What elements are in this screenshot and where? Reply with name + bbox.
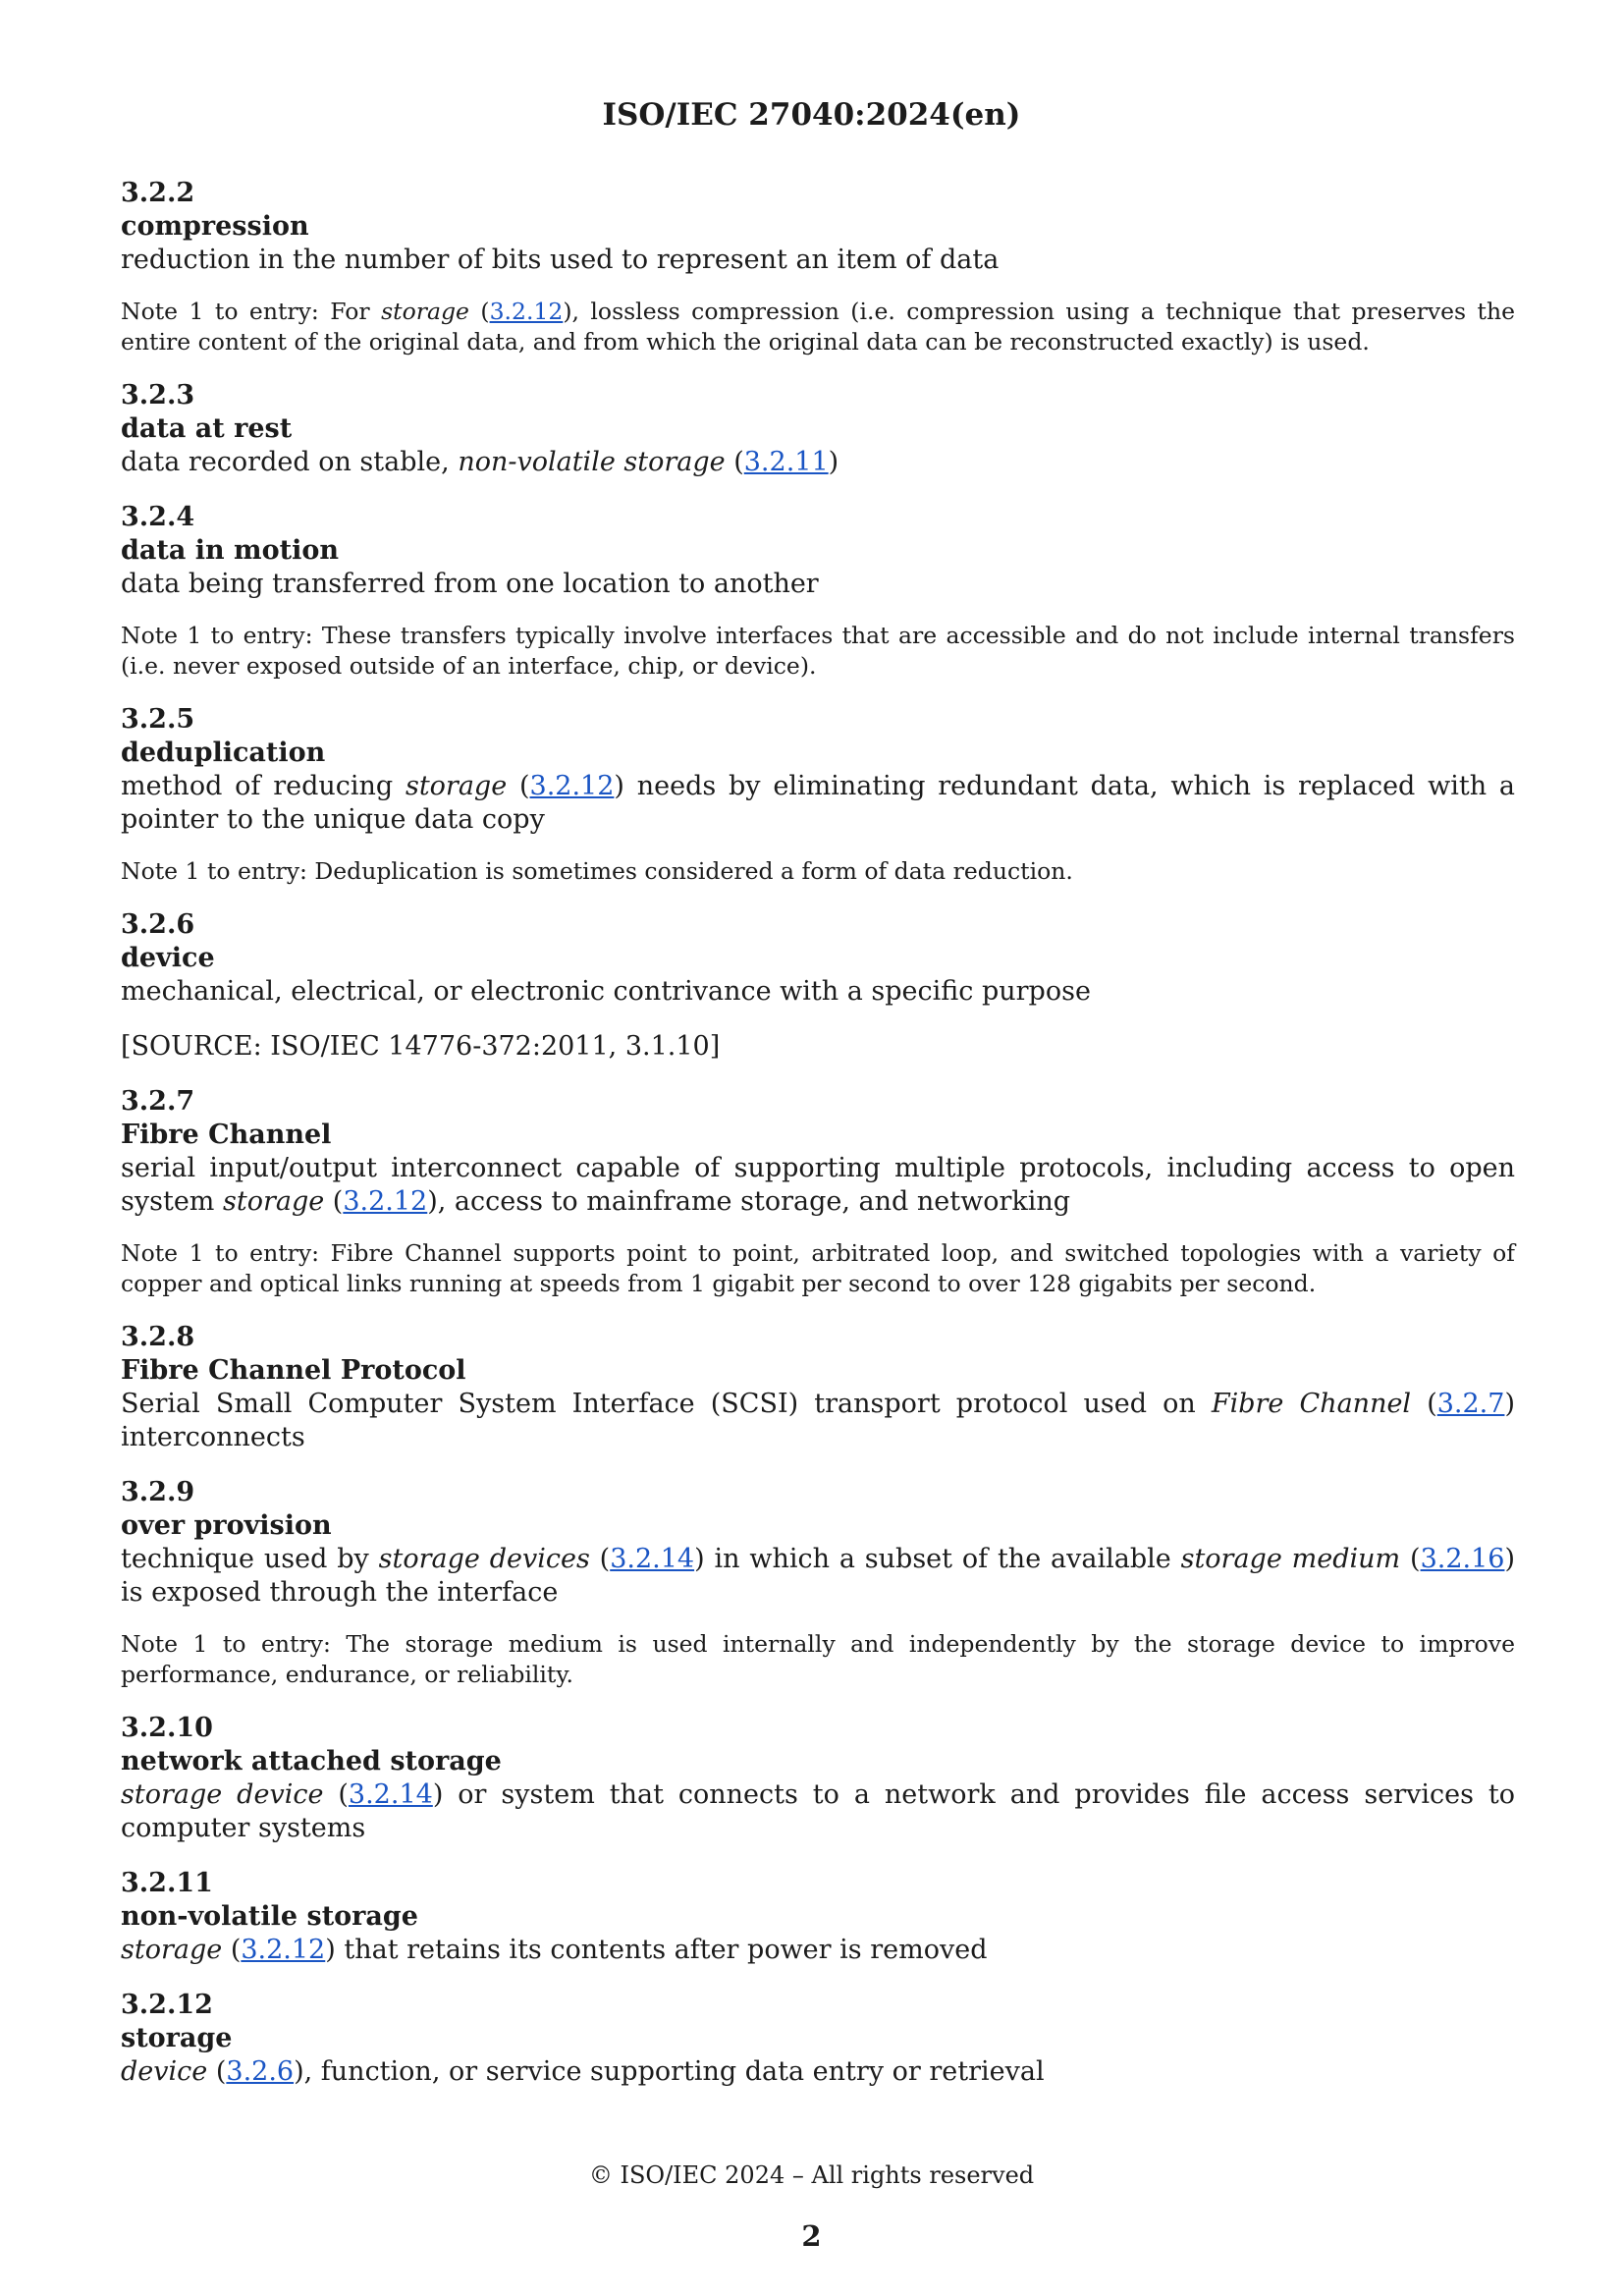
cross-reference-link[interactable]: 3.2.12 — [241, 1935, 326, 1965]
text-run: Note 1 to entry: Fibre Channel supports point to point, arbitrated loop, and switched topologies with a variety of copper and optical links running at speeds from 1 gigabit per second to over 128 gigabits per second. — [121, 1239, 1515, 1297]
term-emphasis: storage — [381, 298, 469, 325]
cross-reference-link[interactable]: 3.2.12 — [343, 1186, 428, 1217]
term-definition — [121, 975, 1515, 1009]
text-run: technique used by — [121, 1544, 379, 1574]
text-run: ) interconnects — [121, 1389, 1515, 1452]
term-name: over provision — [121, 1510, 332, 1541]
term-name: non-volatile storage — [121, 1901, 418, 1932]
text-run: ) — [828, 447, 839, 477]
cross-reference-link[interactable]: 3.2.14 — [348, 1779, 433, 1810]
term-name: compression — [121, 211, 309, 242]
term-entry — [121, 379, 1515, 479]
term-entry — [121, 177, 1515, 357]
term-number: 3.2.3 — [121, 380, 195, 410]
term-definition — [121, 1388, 1515, 1454]
term-emphasis: device — [121, 2056, 208, 2087]
term-entry — [121, 908, 1515, 1064]
text-run: ( — [1400, 1544, 1421, 1574]
text-run: Note 1 to entry: Deduplication is sometimes considered a form of data reduction. — [121, 857, 1073, 885]
text-run: ( — [1411, 1389, 1437, 1419]
term-number: 3.2.4 — [121, 502, 195, 532]
term-entry — [121, 703, 1515, 887]
term-definition — [121, 1934, 1515, 1967]
text-run: ) that retains its contents after power is removed — [325, 1935, 988, 1965]
term-emphasis: storage — [222, 1186, 325, 1217]
term-number: 3.2.11 — [121, 1868, 213, 1898]
text-run: reduction in the number of bits used to represent an item of data — [121, 245, 1000, 275]
page-number: 2 — [801, 2219, 822, 2253]
text-run: ( — [323, 1779, 349, 1810]
note-to-entry — [121, 856, 1515, 887]
text-run: serial input/output interconnect capable of supporting multiple protocols, including access to open system — [121, 1153, 1515, 1217]
note-to-entry — [121, 1629, 1515, 1690]
text-run: Note 1 to entry: For — [121, 298, 382, 325]
term-name: device — [121, 943, 215, 973]
term-name: Fibre Channel — [121, 1120, 332, 1150]
text-run: method of reducing — [121, 771, 406, 801]
term-entry — [121, 1712, 1515, 1845]
term-emphasis: non-volatile storage — [458, 447, 726, 477]
copyright-notice: © ISO/IEC 2024 – All rights reserved — [588, 2161, 1035, 2189]
text-run: Note 1 to entry: These transfers typically involve interfaces that are accessible and do not include internal transfers (i.e. never exposed outside of an interface, chip, or device). — [121, 622, 1515, 680]
term-emphasis: storage devices — [378, 1544, 590, 1574]
term-number: 3.2.10 — [121, 1713, 213, 1743]
text-run: ) needs by eliminating redundant data, which is replaced with a pointer to the unique data copy — [121, 771, 1515, 835]
term-emphasis: storage device — [121, 1779, 324, 1810]
term-emphasis: storage — [405, 771, 508, 801]
cross-reference-link[interactable]: 3.2.11 — [743, 447, 829, 477]
note-to-entry — [121, 297, 1515, 357]
source-citation: [SOURCE: ISO/IEC 14776-372:2011, 3.1.10] — [121, 1031, 721, 1062]
note-to-entry — [121, 621, 1515, 682]
term-number: 3.2.9 — [121, 1477, 195, 1507]
document-header: ISO/IEC 27040:2024(en) — [602, 97, 1021, 133]
term-definition — [121, 1543, 1515, 1610]
term-name: network attached storage — [121, 1746, 502, 1777]
text-run: Serial Small Computer System Interface (SCSI) transport protocol used on — [121, 1389, 1212, 1419]
cross-reference-link[interactable]: 3.2.12 — [529, 771, 615, 801]
cross-reference-link[interactable]: 3.2.14 — [610, 1544, 695, 1574]
term-number: 3.2.5 — [121, 704, 195, 735]
term-name: storage — [121, 2023, 233, 2053]
term-definition — [121, 1778, 1515, 1845]
term-name: Fibre Channel Protocol — [121, 1355, 466, 1386]
text-run: ( — [725, 447, 744, 477]
text-run: mechanical, electrical, or electronic contrivance with a specific purpose — [121, 976, 1091, 1007]
text-run: ( — [507, 771, 530, 801]
term-number: 3.2.8 — [121, 1322, 195, 1352]
term-entry — [121, 1989, 1515, 2089]
term-emphasis: storage — [121, 1935, 223, 1965]
term-entry — [121, 1476, 1515, 1690]
term-number: 3.2.2 — [121, 178, 195, 208]
text-run: ) in which a subset of the available — [694, 1544, 1181, 1574]
term-entry — [121, 501, 1515, 682]
term-definition — [121, 1152, 1515, 1219]
cross-reference-link[interactable]: 3.2.12 — [489, 298, 564, 325]
text-run: ) or system that connects to a network and provides file access services to computer systems — [121, 1779, 1516, 1843]
text-run: ( — [468, 298, 490, 325]
text-run: ( — [589, 1544, 611, 1574]
term-name: data at rest — [121, 413, 293, 444]
text-run: ( — [324, 1186, 344, 1217]
term-name: deduplication — [121, 738, 326, 768]
text-run: data being transferred from one location to another — [121, 569, 819, 599]
term-entry — [121, 1085, 1515, 1299]
term-entry — [121, 1321, 1515, 1454]
term-number: 3.2.6 — [121, 909, 195, 940]
term-entry — [121, 1867, 1515, 1967]
term-definition — [121, 2055, 1515, 2089]
term-emphasis: Fibre Channel — [1211, 1389, 1412, 1419]
terms-list — [121, 177, 1515, 2110]
note-to-entry — [121, 1238, 1515, 1299]
text-run: ) is exposed through the interface — [121, 1544, 1515, 1608]
term-number: 3.2.7 — [121, 1086, 195, 1117]
text-run: ( — [207, 2056, 227, 2087]
term-name: data in motion — [121, 535, 339, 566]
term-definition — [121, 244, 1515, 277]
cross-reference-link[interactable]: 3.2.16 — [1420, 1544, 1505, 1574]
term-definition — [121, 446, 1515, 479]
cross-reference-link[interactable]: 3.2.7 — [1436, 1389, 1505, 1419]
text-run: ), lossless compression (i.e. compression using a technique that preserves the entire content of the original data, and from which the original data can be reconstructed exactly) is used. — [121, 298, 1515, 355]
text-run: Note 1 to entry: The storage medium is used internally and independently by the storage device to improve performance, endurance, or reliability. — [121, 1630, 1515, 1688]
text-run: ), function, or service supporting data entry or retrieval — [294, 2056, 1045, 2087]
term-number: 3.2.12 — [121, 1990, 213, 2020]
term-definition — [121, 568, 1515, 601]
text-run: ), access to mainframe storage, and networking — [427, 1186, 1071, 1217]
text-run: data recorded on stable, — [121, 447, 459, 477]
text-run: ( — [222, 1935, 242, 1965]
term-definition — [121, 770, 1515, 837]
cross-reference-link[interactable]: 3.2.6 — [226, 2056, 295, 2087]
term-emphasis: storage medium — [1180, 1544, 1401, 1574]
